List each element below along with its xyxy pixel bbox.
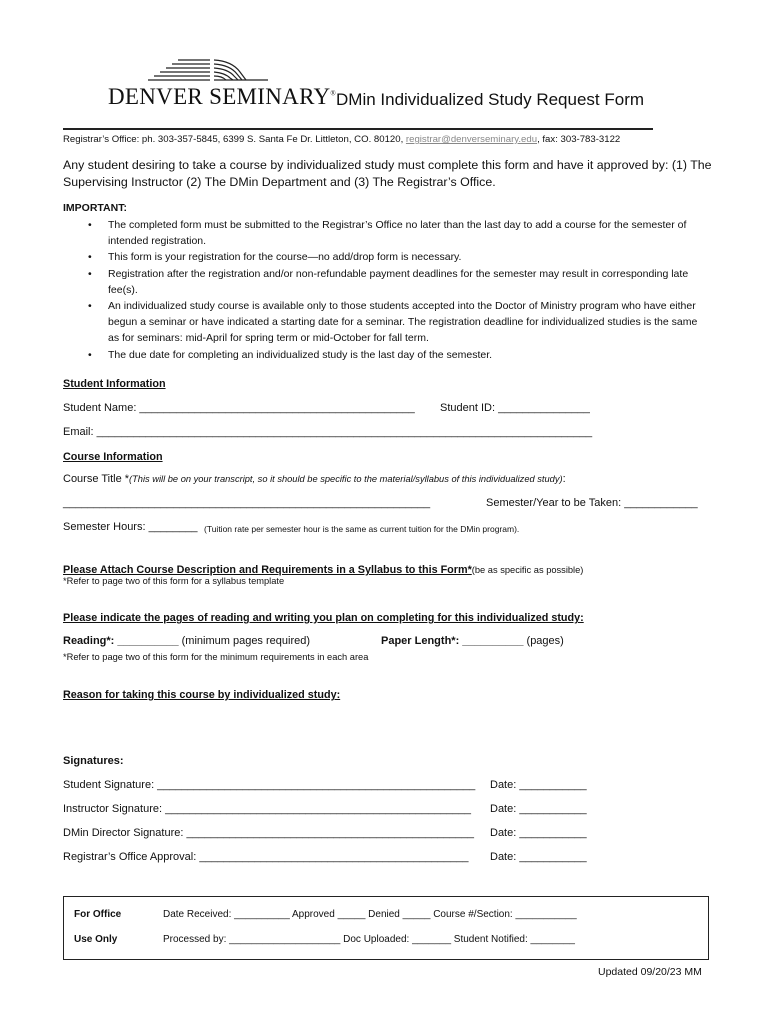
semester-year-field[interactable]: Semester/Year to be Taken: ____________ [486, 497, 698, 509]
reading-refer-note: *Refer to page two of this form for the minimum requirements in each area [63, 652, 369, 662]
course-title-label: Course Title *(This will be on your transcript, so it should be specific to the material/syllabus of this individualized study): [63, 473, 566, 485]
form-title: DMin Individualized Study Request Form [336, 90, 645, 109]
list-item: • The due date for completing an individualized study is the last day of the semester. [88, 347, 708, 363]
director-signature-field[interactable]: DMin Director Signature: _______________________________________________ [63, 827, 475, 839]
list-item: • An individualized study course is available only to those students accepted into the Doctor of Ministry program who have either begun a seminar or have indicated a starting date for a seminar. The registration deadline for individualized studies is the same as for seminars: mid-April for spring term or mid-October for fall term. [88, 298, 708, 347]
course-title-field[interactable]: ____________________________________________________________ [63, 497, 431, 509]
director-signature-date[interactable]: Date: ___________ [490, 827, 587, 839]
paper-length-field[interactable]: Paper Length*: __________ (pages) [381, 635, 564, 647]
registrar-approval-field[interactable]: Registrar’s Office Approval: ____________________________________________ [63, 851, 469, 863]
semester-hours-note: (Tuition rate per semester hour is the same as current tuition for the DMin program). [204, 524, 520, 534]
syllabus-heading: Please Attach Course Description and Requirements in a Syllabus to this Form* [63, 564, 472, 576]
list-item: • This form is your registration for the course—no add/drop form is necessary. [88, 249, 708, 265]
registrar-email-link[interactable]: registrar@denverseminary.edu [405, 134, 538, 145]
office-label-row1: For Office [74, 909, 122, 920]
contact-prefix: Registrar’s Office: ph. 303-357-5845, 6399 S. Santa Fe Dr. Littleton, CO. 80120, [63, 134, 406, 145]
syllabus-refer-note: *Refer to page two of this form for a syllabus template [63, 576, 285, 586]
office-fields-row1[interactable]: Date Received: __________ Approved _____ Denied _____ Course #/Section: ___________ [163, 909, 577, 920]
student-signature-field[interactable]: Student Signature: ____________________________________________________ [63, 779, 476, 791]
syllabus-heading-note: (be as specific as possible) [471, 565, 584, 575]
important-list [88, 217, 708, 363]
course-info-heading: Course Information [63, 451, 163, 463]
instructor-signature-field[interactable]: Instructor Signature: __________________________________________________ [63, 803, 471, 815]
student-info-heading: Student Information [63, 378, 166, 390]
registrar-contact-line [63, 134, 620, 145]
list-item: • Registration after the registration and/or non-refundable payment deadlines for the semester may result in corresponding late fee(s). [88, 266, 708, 298]
course-title-note: (This will be on your transcript, so it should be specific to the material/syllabus of this individualized study) [129, 474, 563, 484]
instructor-signature-date[interactable]: Date: ___________ [490, 803, 587, 815]
reason-heading[interactable]: Reason for taking this course by individualized study: [63, 689, 341, 701]
reading-heading: Please indicate the pages of reading and writing you plan on completing for this individualized study: [63, 612, 584, 624]
email-field[interactable]: Email: _________________________________________________________________________________ [63, 426, 593, 438]
updated-date: Updated 09/20/23 MM [598, 966, 702, 978]
student-signature-date[interactable]: Date: ___________ [490, 779, 587, 791]
signatures-heading: Signatures: [63, 755, 124, 767]
student-id-field[interactable]: Student ID: _______________ [440, 402, 590, 414]
office-use-box [63, 896, 709, 960]
important-heading: IMPORTANT: [63, 202, 127, 214]
intro-paragraph: Any student desiring to take a course by individualized study must complete this form and have it approved by: (1) The Supervising Instructor (2) The DMin Department and (3) The Registrar’s Office. [63, 158, 712, 189]
list-item: • The completed form must be submitted to the Registrar’s Office no later than the last day to add a course for the semester of intended registration. [88, 217, 708, 249]
office-fields-row2[interactable]: Processed by: ____________________ Doc Uploaded: _______ Student Notified: ________ [163, 934, 575, 945]
header-divider [63, 128, 653, 130]
contact-suffix: , fax: 303-783-3122 [537, 134, 621, 145]
student-name-field[interactable]: Student Name: _____________________________________________ [63, 402, 415, 414]
office-label-row2: Use Only [74, 934, 118, 945]
seminary-building-icon [148, 58, 268, 86]
reading-pages-field[interactable]: Reading*: __________ (minimum pages required) [63, 635, 311, 647]
denver-seminary-logo [108, 58, 336, 109]
registrar-approval-date[interactable]: Date: ___________ [490, 851, 587, 863]
logo-wordmark: DENVER SEMINARY® [108, 84, 336, 109]
semester-hours-field[interactable]: Semester Hours: ________ [63, 521, 198, 533]
